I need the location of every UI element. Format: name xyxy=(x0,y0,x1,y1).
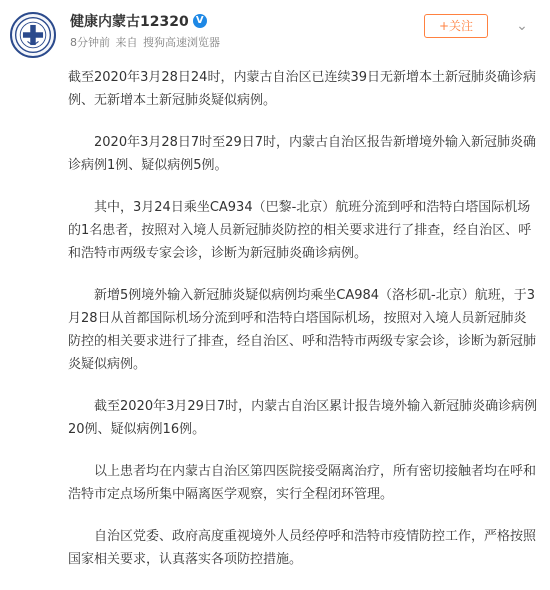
avatar[interactable] xyxy=(10,12,56,58)
post-paragraph: 2020年3月28日7时至29日7时，内蒙古自治区报告新增境外输入新冠肺炎确诊病例1例、疑似病例5例。 xyxy=(68,135,536,173)
post-time[interactable]: 8分钟前 xyxy=(70,36,110,49)
post-source[interactable]: 搜狗高速浏览器 xyxy=(143,36,220,49)
post-header xyxy=(0,0,550,62)
post-paragraph: 截至2020年3月28日24时，内蒙古自治区已连续39日无新增本土新冠肺炎确诊病例、无新增本土新冠肺炎疑似病例。 xyxy=(68,70,536,108)
chevron-down-icon[interactable]: ⌄ xyxy=(516,18,528,34)
post-content xyxy=(68,66,538,590)
post-meta xyxy=(70,34,222,50)
hospital-logo-icon xyxy=(12,14,54,56)
verified-badge-icon: V xyxy=(193,14,207,28)
post-paragraph: 其中，3月24日乘坐CA934（巴黎-北京）航班分流到呼和浩特白塔国际机场的1名患者，按照对入境人员新冠肺炎防控的相关要求进行了排查，经自治区、呼和浩特市两级专家会诊，诊断为新冠肺炎确诊病例。 xyxy=(68,200,532,261)
source-prefix: 来自 xyxy=(115,36,138,49)
post-paragraph: 以上患者均在内蒙古自治区第四医院接受隔离治疗，所有密切接触者均在呼和浩特市定点场所集中隔离医学观察，实行全程闭环管理。 xyxy=(68,464,537,502)
author-name[interactable]: 健康内蒙古12320 xyxy=(70,14,189,30)
follow-button[interactable]: +关注 xyxy=(424,14,488,38)
post-paragraph: 截至2020年3月29日7时，内蒙古自治区累计报告境外输入新冠肺炎确诊病例20例、疑似病例16例。 xyxy=(68,399,538,437)
post-paragraph: 自治区党委、政府高度重视境外人员经停呼和浩特市疫情防控工作，严格按照国家相关要求，认真落实各项防控措施。 xyxy=(68,529,537,567)
author-row xyxy=(70,10,207,32)
post-paragraph: 新增5例境外输入新冠肺炎疑似病例均乘坐CA984（洛杉矶-北京）航班，于3月28日从首都国际机场分流到呼和浩特白塔国际机场，按照对入境人员新冠肺炎防控的相关要求进行了排查，经自治区、呼和浩特市两级专家会诊，诊断为新冠肺炎疑似病例。 xyxy=(68,288,537,372)
